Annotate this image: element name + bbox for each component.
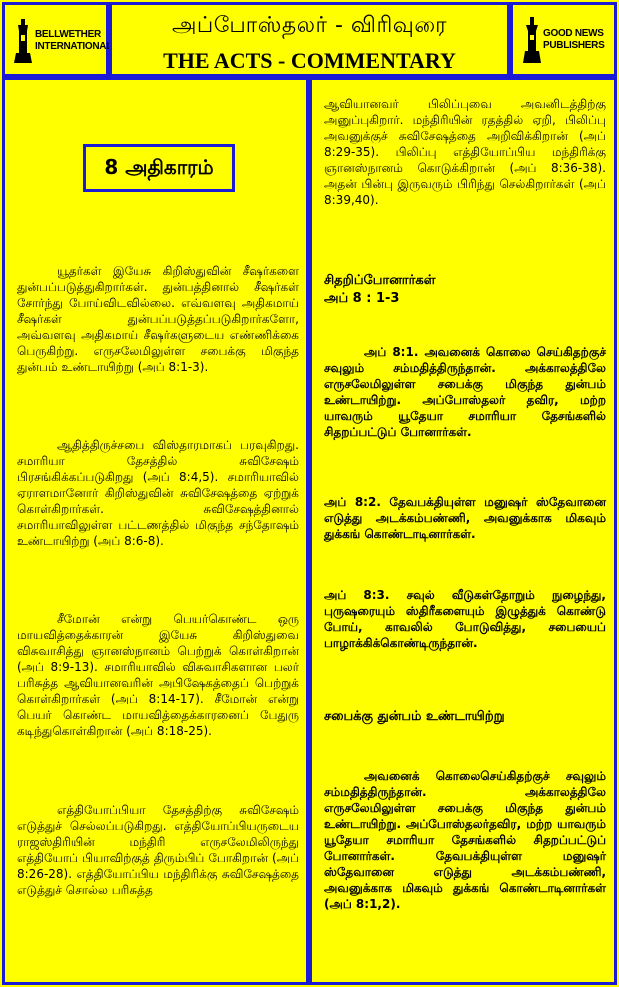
section-heading-scattered-ref: அப் 8 : 1-3 bbox=[324, 291, 400, 306]
section2-paragraph: அவனைக் கொலைசெய்கிதற்குச் சவுலும் சம்மதித்திருந்தான். அக்காலத்திலே எருசலேமிலுள்ள சபைக்கு மிகுந்த துன்பம் உண்டாயிற்று. அப்போஸ்தலர்தவிர, மற்ற யாவரும் யூதேயா சமாரியா தேசங்களில் சிதறப்பட்டுப் போனார்கள். தேவபக்தியுள்ள மனுஷர் ஸ்தேவானை எடுத்து அடக்கம்பண்ணி, அவனுக்காக மிகவும் துக்கங் கொண்டாடினார்கள் (அப் 8:1,2). bbox=[324, 769, 606, 911]
header-left-logo-panel bbox=[2, 2, 113, 77]
left-column bbox=[2, 77, 309, 985]
good-news-logo bbox=[523, 17, 604, 63]
bell-tower-icon bbox=[13, 19, 33, 63]
left-paragraph-3: சீமோன் என்று பெயர்கொண்ட ஒரு மாயவித்தைக்காரன் இயேசு கிறிஸ்துவை விசுவாசித்து ஞானஸ்நானம் பெற்றுக் கொள்கிறான் (அப் 8:9-13). சமாரியாவில் விசுவாசிகளான பலர் பரிசுத்த ஆவியானவரின் அபிஷேகத்தைப் பெற்றுக் கொள்கிறார்கள் (அப் 8:14-17). சீமோன் என்று பெயர் கொண்ட மாயவித்தைக்காரனைப் பேதுரு கடிந்துகொள்கிறான் (அப் 8:18-25). bbox=[17, 612, 299, 738]
verse-8-3: அப் 8:3. சவுல் வீடுகள்தோறும் நுழைந்து, புருஷரையும் ஸ்திரீகளையும் இழுத்துக் கொண்டு போய், காவலில் போடுவித்து, சபையைப் பாழாக்கிக்கொண்டிருந்தான். bbox=[324, 588, 606, 650]
page-title-english: THE ACTS - COMMENTARY bbox=[163, 48, 456, 73]
header-right-logo-panel bbox=[510, 2, 617, 77]
right-logo-line2: PUBLISHERS bbox=[543, 40, 605, 51]
right-intro-paragraph: ஆவியானவர் பிலிப்புவை அவனிடத்திற்கு அனுப்புகிறார். மந்திரியின் ரதத்தில் ஏறி, பிலிப்பு அவனுக்குச் சுவிசேஷத்தை அறிவிக்கிறான் (அப் 8:29-35). பிலிப்பு எத்தியோப்பிய மந்திரிக்கு ஞானஸ்நானம் கொடுக்கிறான் (அப் 8:36-38). அதன் பின்பு இருவரும் பிரிந்து செல்கிறார்கள் (அப் 8:39,40). bbox=[324, 97, 606, 207]
right-logo-line1: GOOD NEWS bbox=[543, 28, 604, 39]
left-paragraph-2: ஆதித்திருச்சபை விஸ்தாரமாகப் பரவுகிறது. சமாரியா தேசத்தில் சுவிசேஷம் பிரசங்கிக்கப்படுகிறது (அப் 8:4,5). சமாரியாவில் ஏராளமானோர் கிறிஸ்துவின் சுவிசேஷத்தை ஏற்றுக் கொள்கிறார்கள். சுவிசேஷத்தினால் சமாரியாவிலுள்ள பட்டணத்தில் மிகுந்த சந்தோஷம் உண்டாயிற்று (அப் 8:6-8). bbox=[17, 438, 299, 548]
section-heading-scattered-title: சிதறிப்போனார்கள் bbox=[324, 273, 436, 288]
verse-8-1: அப் 8:1. அவனைக் கொலை செய்கிதற்குச் சவுலும் சம்மதித்திருந்தான். அக்காலத்திலே எருசலேமிலுள்ள சபைக்கு மிகுந்த துன்பம் உண்டாயிற்று. அப்போஸ்தலர் தவிர, மற்ற யாவரும் யூதேயா சமாரியா தேசங்களில் சிதறப்பட்டுப் போனார்கள். bbox=[324, 345, 606, 439]
header-title-panel bbox=[109, 2, 510, 77]
bellwether-logo bbox=[13, 19, 112, 63]
verse-8-2: அப் 8:2. தேவபக்தியுள்ள மனுஷர் ஸ்தேவானை எடுத்து அடக்கம்பண்ணி, அவனுக்காக மிகவும் துக்கங் கொண்டாடினார்கள். bbox=[324, 495, 606, 541]
section-heading-scattered bbox=[324, 272, 606, 308]
section-heading-persecution: சபைக்கு துன்பம் உண்டாயிற்று bbox=[324, 709, 505, 724]
book-tower-icon bbox=[523, 17, 541, 63]
left-logo-line2: INTERNATIONAL bbox=[35, 41, 113, 52]
chapter-label-box bbox=[83, 144, 235, 192]
right-column bbox=[309, 77, 617, 985]
chapter-label: 8 அதிகாரம் bbox=[104, 154, 214, 179]
page-title-tamil: அப்போஸ்தலர் - விரிவுரை bbox=[171, 13, 448, 38]
left-logo-line1: BELLWETHER bbox=[35, 29, 101, 40]
left-paragraph-1: யூதர்கள் இயேசு கிறிஸ்துவின் சீஷர்களை துன்பப்படுத்துகிறார்கள். துன்பத்தினால் சீஷர்கள் சோர்ந்து போய்விடவில்லை. எவ்வளவு அதிகமாய் சீஷர்கள் துன்பப்படுத்தப்படுகிறார்களோ, அவ்வளவு அதிகமாய் சீஷர்களுடைய எண்ணிக்கை பெருகிற்று. எருசலேமிலுள்ள சபைக்கு மிகுந்த துன்பம் உண்டாயிற்று (அப் 8:1-3). bbox=[17, 264, 299, 374]
left-paragraph-4: எத்தியோப்பியா தேசத்திற்கு சுவிசேஷம் எடுத்துச் செல்லப்படுகிறது. எத்தியோப்பியருடைய ராஜஸ்திரியின் மந்திரி எருசலேமிலிருந்து எத்தியோப் பியாவிற்குத் திரும்பிப் போகிறான் (அப் 8:26-28). எத்தியோப்பிய மந்திரிக்கு சுவிசேஷத்தை எடுத்துச் சொல்ல பரிசுத்த bbox=[17, 803, 299, 897]
